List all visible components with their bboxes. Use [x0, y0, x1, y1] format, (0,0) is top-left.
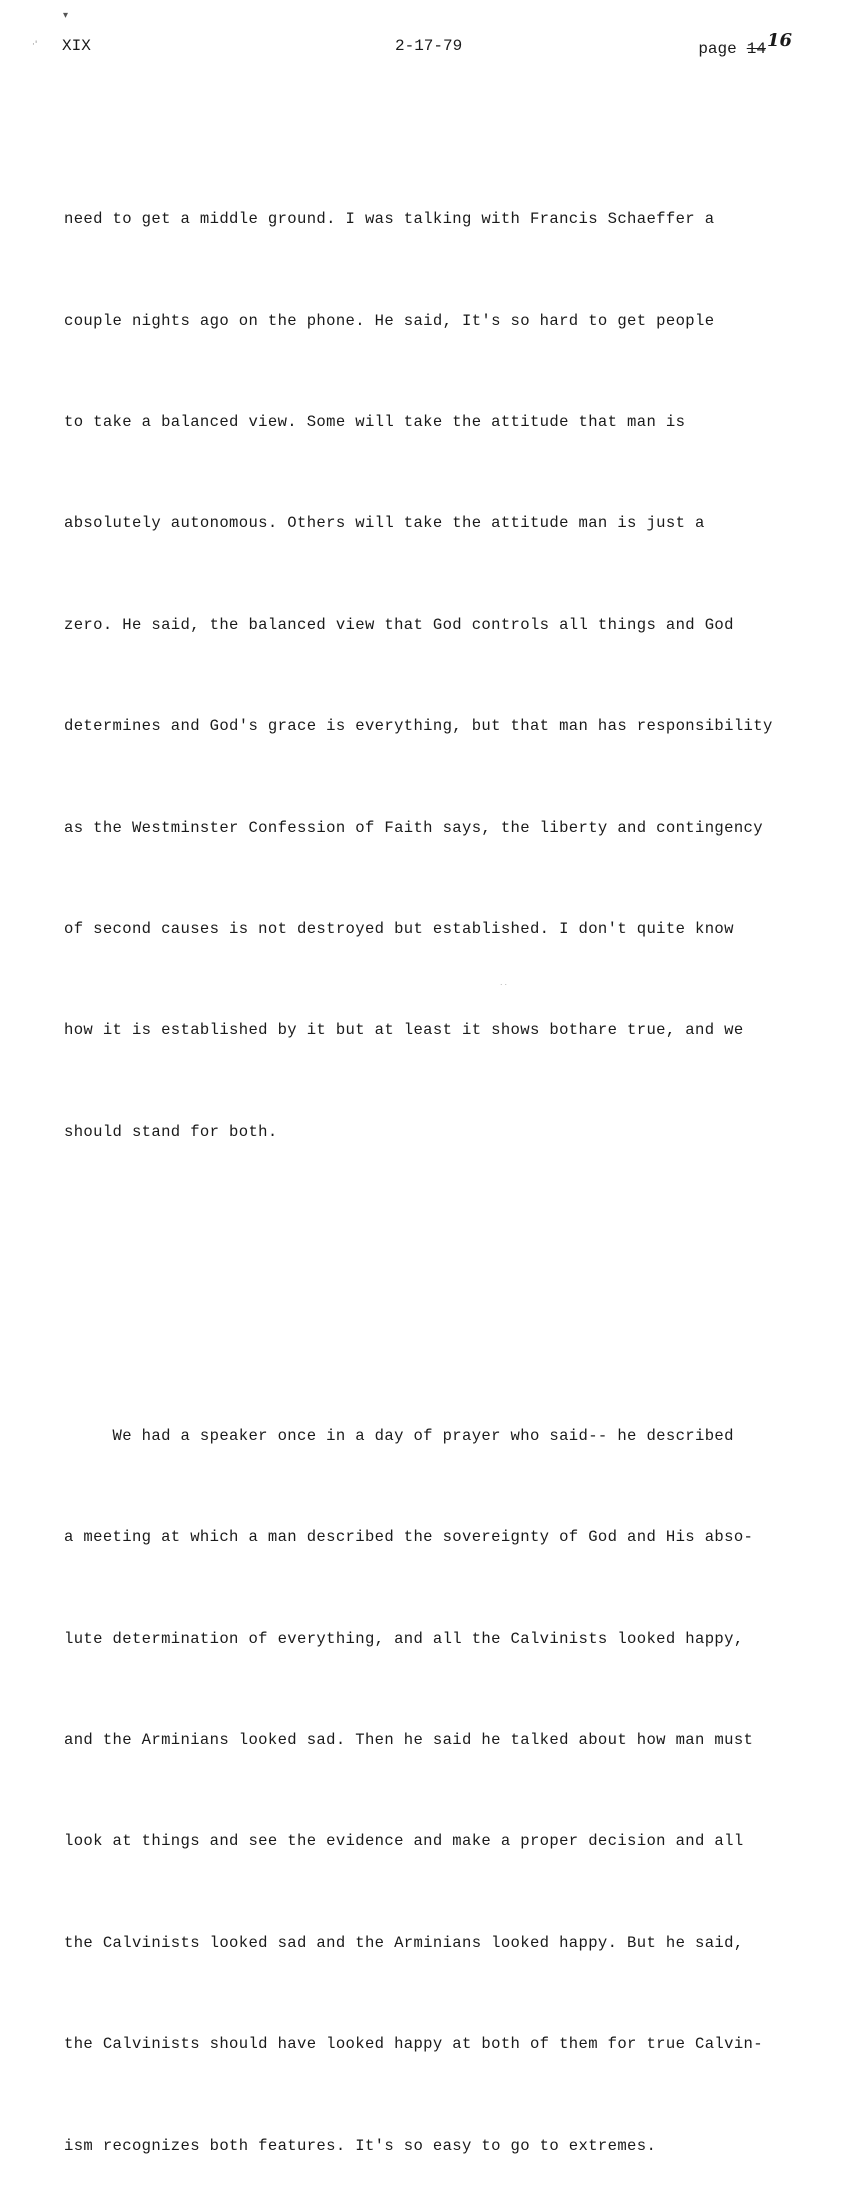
page-date: 2-17-79: [395, 37, 463, 55]
document-body: [64, 68, 826, 2204]
text-line: look at things and see the evidence and make a proper decision and all: [64, 1832, 744, 1851]
scan-mark-bottom: ˙˙: [499, 984, 508, 994]
text-line: of second causes is not destroyed but established. I don't quite know: [64, 919, 734, 938]
text-line: and the Arminians looked sad. Then he said he talked about how man must: [64, 1731, 754, 1750]
text-line: absolutely autonomous. Others will take the attitude man is just a: [64, 514, 705, 533]
text-line: We had a speaker once in a day of prayer who said-- he described: [64, 1426, 734, 1445]
paragraph-1: [64, 136, 826, 1218]
text-line: should stand for both.: [64, 1122, 278, 1141]
section-number: XIX: [62, 37, 91, 55]
struck-page-number: 14: [746, 40, 766, 58]
text-line: to take a balanced view. Some will take the attitude that man is: [64, 412, 686, 431]
paragraph-2: [64, 1352, 826, 2204]
page-number: [698, 30, 792, 58]
text-line: the Calvinists looked sad and the Arminians looked happy. But he said,: [64, 1933, 744, 1952]
text-line: the Calvinists should have looked happy at both of them for true Calvin-: [64, 2035, 763, 2054]
text-line: couple nights ago on the phone. He said, It's so hard to get people: [64, 311, 715, 330]
text-line: zero. He said, the balanced view that God controls all things and God: [64, 615, 734, 634]
text-line: lute determination of everything, and all the Calvinists looked happy,: [64, 1629, 744, 1648]
text-line: ism recognizes both features. It's so easy to go to extremes.: [64, 2136, 657, 2155]
text-line: a meeting at which a man described the sovereignty of God and His abso-: [64, 1528, 754, 1547]
text-line: how it is established by it but at least it shows bothare true, and we: [64, 1021, 744, 1040]
handwritten-page-number: 16: [766, 30, 792, 51]
scan-mark-left: ·': [32, 40, 38, 50]
scan-mark-top: ▾: [63, 10, 69, 21]
page-header: [62, 30, 792, 61]
text-line: determines and God's grace is everything, but that man has responsibility: [64, 717, 773, 736]
text-line: as the Westminster Confession of Faith says, the liberty and contingency: [64, 818, 763, 837]
text-line: need to get a middle ground. I was talking with Francis Schaeffer a: [64, 210, 715, 229]
page-label: page: [698, 40, 737, 58]
